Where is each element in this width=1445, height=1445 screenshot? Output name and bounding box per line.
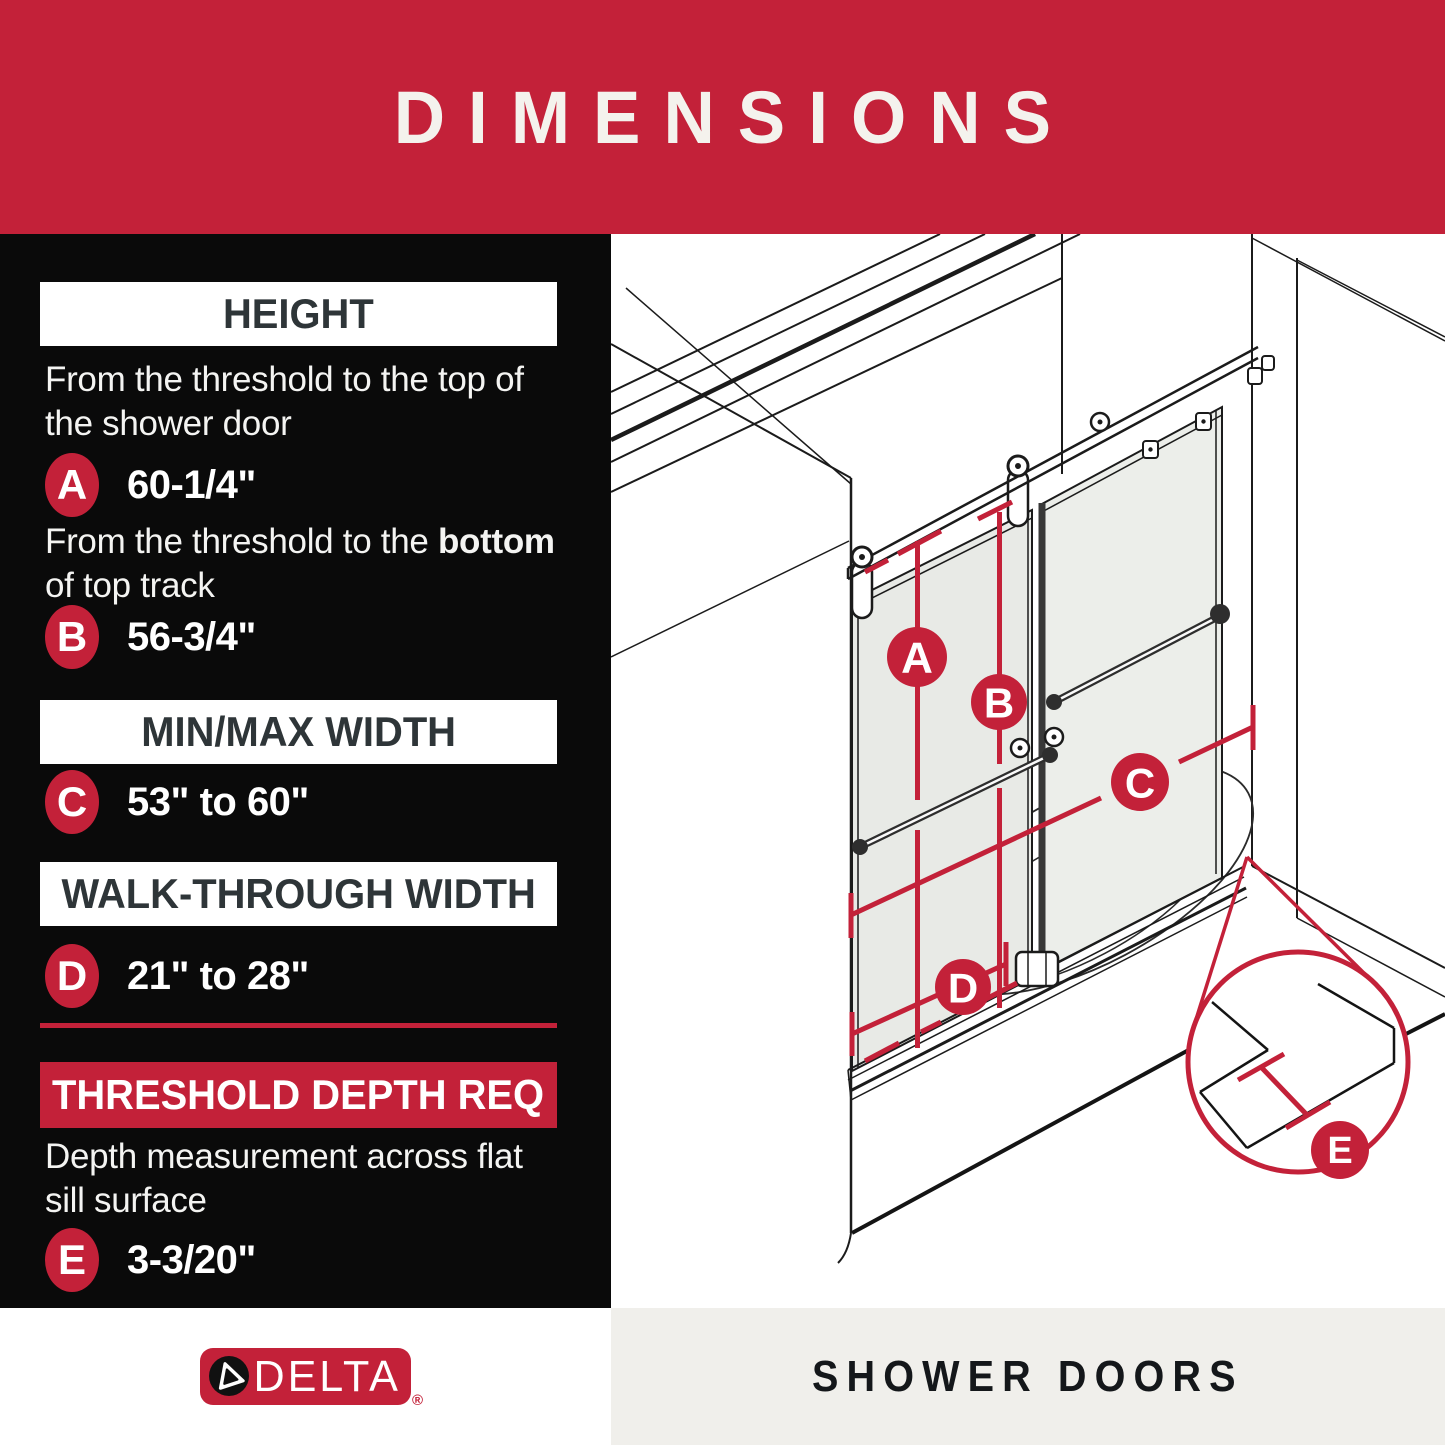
section-header-minmax: MIN/MAX WIDTH bbox=[40, 700, 557, 764]
section-header-walkthrough: WALK-THROUGH WIDTH bbox=[40, 862, 557, 926]
specs-panel bbox=[0, 234, 611, 1308]
bottom-guide bbox=[1016, 952, 1058, 986]
dim-row-c bbox=[45, 770, 309, 834]
page-title: DIMENSIONS bbox=[393, 75, 1075, 159]
height-description-1: From the threshold to the top of the shower door bbox=[45, 360, 524, 443]
section-header-threshold: THRESHOLD DEPTH REQ bbox=[40, 1062, 557, 1128]
tub-apron-edge bbox=[852, 1046, 1196, 1233]
registered-mark: ® bbox=[411, 1392, 423, 1409]
dim-value-c: 53" to 60" bbox=[127, 779, 309, 824]
dim-row-a bbox=[45, 453, 256, 517]
height-description-2: From the threshold to the bottom of top track bbox=[45, 522, 555, 605]
label-e: E bbox=[1327, 1130, 1353, 1172]
label-b: B bbox=[983, 679, 1015, 727]
threshold-description: Depth measurement across flat sill surface bbox=[45, 1137, 523, 1220]
isometric-drawing bbox=[611, 234, 1445, 1308]
shower-door-illustration bbox=[611, 234, 1445, 1308]
tub-apron-edge-right bbox=[1402, 1014, 1445, 1036]
dim-row-d bbox=[45, 944, 309, 1008]
dim-badge-e: E bbox=[45, 1228, 99, 1292]
dim-badge-b: B bbox=[45, 605, 99, 669]
title-banner bbox=[0, 0, 1445, 234]
label-d: D bbox=[947, 964, 979, 1012]
threshold-detail-magnifier bbox=[1188, 952, 1408, 1172]
dim-value-d: 21" to 28" bbox=[127, 953, 309, 998]
section-header-height: HEIGHT bbox=[40, 282, 557, 346]
delta-logo bbox=[200, 1348, 423, 1409]
dim-badge-d: D bbox=[45, 944, 99, 1008]
dim-badge-a: A bbox=[45, 453, 99, 517]
footer-brand bbox=[0, 1308, 611, 1445]
dim-row-e bbox=[45, 1228, 256, 1292]
dim-value-e: 3-3/20" bbox=[127, 1237, 256, 1282]
delta-wordmark: DELTA bbox=[253, 1351, 401, 1401]
category-title: SHOWER DOORS bbox=[812, 1351, 1244, 1401]
label-a: A bbox=[901, 633, 933, 683]
dim-row-b bbox=[45, 605, 256, 669]
dim-badge-c: C bbox=[45, 770, 99, 834]
delta-emblem-icon bbox=[208, 1355, 250, 1397]
dim-value-b: 56-3/4" bbox=[127, 614, 256, 659]
divider-rule bbox=[40, 1023, 557, 1028]
dim-value-a: 60-1/4" bbox=[127, 462, 256, 507]
footer-category bbox=[611, 1308, 1445, 1445]
label-c: C bbox=[1124, 759, 1156, 807]
